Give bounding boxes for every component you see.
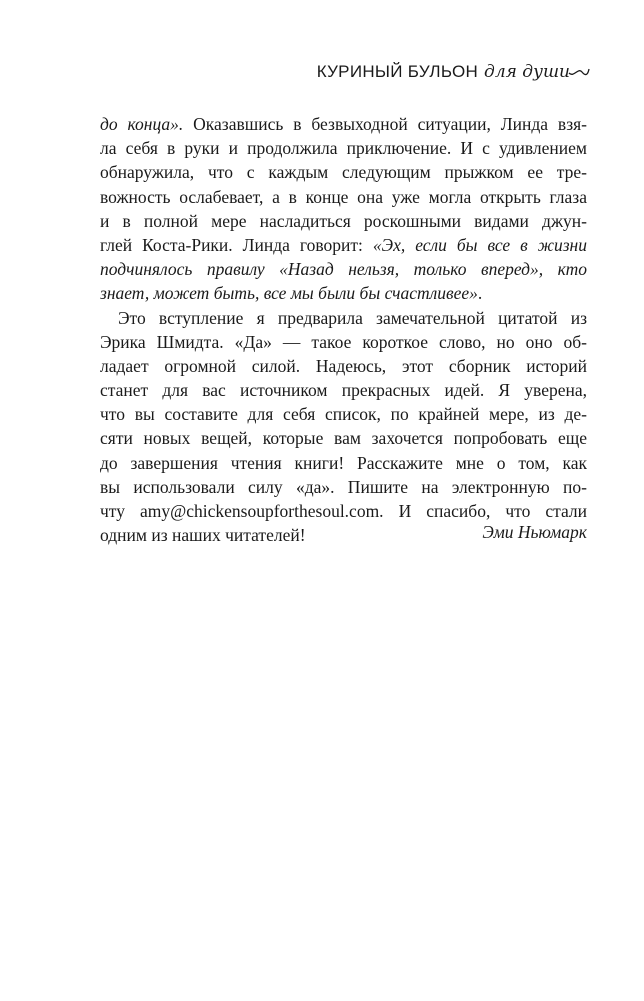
p1-line-8-italic: знает, может быть, все мы были бы счастливее» — [100, 283, 478, 304]
p2-line-8: вы использовали силу «да». Пишите на электронную по- — [100, 476, 587, 497]
p1-line-2: ла себя в руки и продолжила приключение. И с удивлением — [100, 138, 587, 159]
p2-line-2: Эрика Шмидта. «Да» — такое короткое слово, но оно об- — [100, 331, 587, 352]
flourish-icon — [568, 66, 590, 80]
p2-line-7: до завершения чтения книги! Расскажите мне о том, как — [100, 452, 587, 473]
p1-line-8 — [100, 281, 587, 305]
p1-line-7 — [100, 257, 587, 281]
book-title: КУРИНЫЙ БУЛЬОН — [316, 62, 479, 81]
book-title-script-text: для души — [484, 62, 570, 82]
p1-line-1 — [100, 112, 587, 136]
p1-line-4: вожность ослабевает, а в конце она уже могла открыть глаза — [100, 186, 587, 207]
p2-line-10: одним из наших читателей! — [100, 525, 306, 546]
running-header — [317, 62, 570, 82]
body-text — [100, 112, 587, 547]
p2-line-6: сяти новых вещей, которые вам захочется попробовать еще — [100, 428, 587, 449]
book-title-script — [484, 62, 570, 82]
p1-line-1-italic: до конца». — [100, 114, 184, 134]
p1-line-6 — [100, 233, 587, 257]
p1-line-5: и в полной мере насладиться роскошными видами джун- — [100, 210, 587, 231]
p1-line-1-text: Оказавшись в безвыходной ситуации, Линда взя- — [183, 114, 587, 134]
p1-line-6-italic: «Эх, если бы все в жизни — [372, 234, 587, 255]
p1-line-3: обнаружила, что с каждым следующим прыжком ее тре- — [100, 162, 587, 183]
p1-line-6-text: глей Коста-Рики. Линда говорит: — [100, 234, 373, 255]
p2-line-5: что вы составите для себя список, по крайней мере, из де- — [100, 404, 587, 425]
p2-line-1: Это вступление я предварила замечательной цитатой из — [118, 307, 587, 328]
p2-line-4: станет для вас источником прекрасных идей. Я уверена, — [100, 380, 587, 401]
author-signature: Эми Ньюмарк — [482, 522, 587, 542]
p1-line-8-text: . — [477, 283, 483, 304]
p2-line-9: чту amy@chickensoupforthesoul.com. И спасибо, что стали — [100, 501, 587, 521]
p2-line-3: ладает огромной силой. Надеюсь, этот сборник историй — [100, 355, 587, 376]
p1-line-7-italic: подчинялось правилу «Назад нельзя, только вперед», кто — [100, 259, 587, 280]
